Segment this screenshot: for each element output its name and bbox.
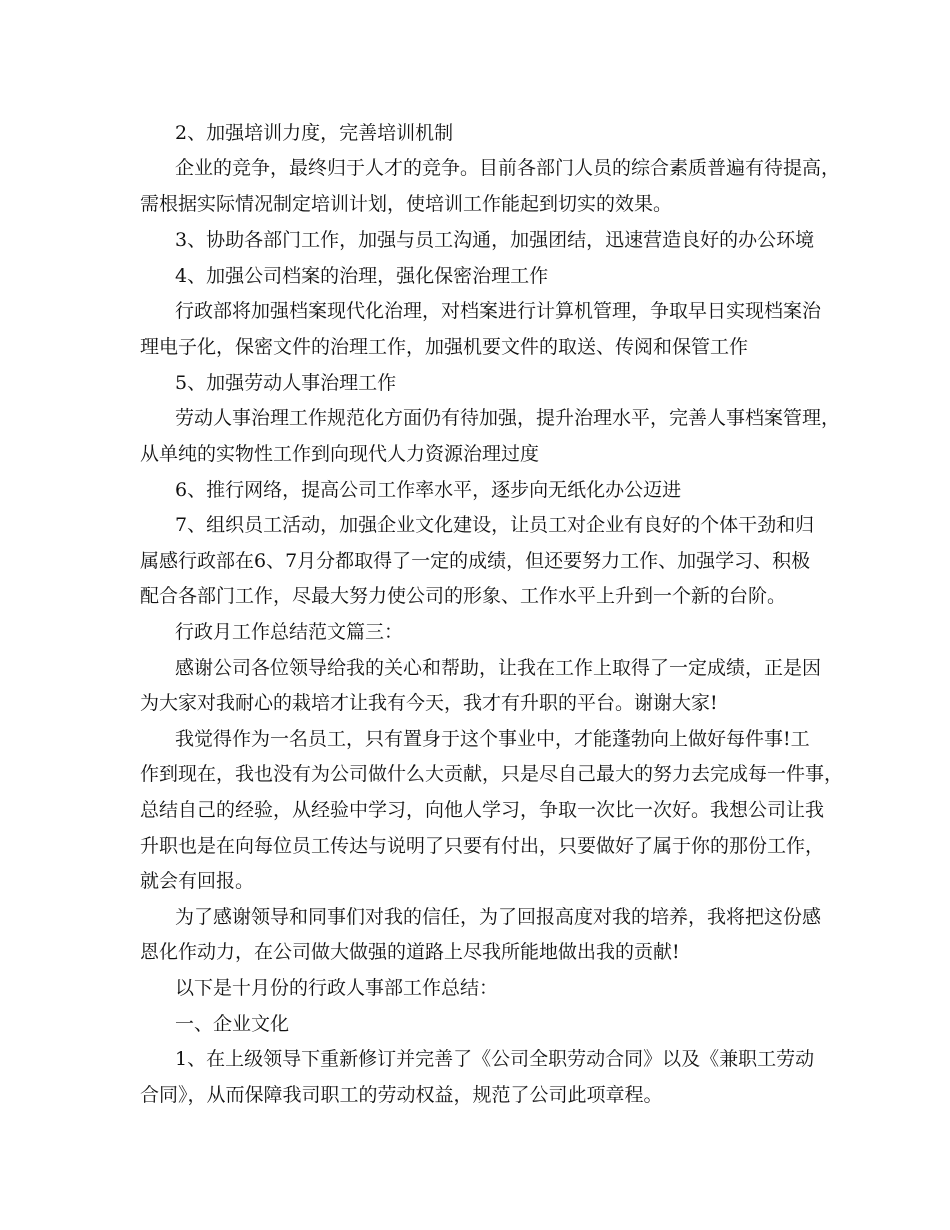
section-heading: 一、企业文化	[175, 1013, 290, 1035]
heading-labor: 5、加强劳动人事治理工作	[175, 372, 397, 394]
paragraph-line: 作到现在，我也没有为公司做什么大贡献，只是尽自己最大的努力去完成每一件事，	[140, 763, 844, 785]
paragraph-line: 我觉得作为一名员工，只有置身于这个事业中，才能蓬勃向上做好每件事!工	[175, 728, 810, 750]
heading-network: 6、推行网络，提高公司工作率水平，逐步向无纸化办公迈进	[175, 479, 682, 501]
paragraph-line: 理电子化，保密文件的治理工作，加强机要文件的取送、传阅和保管工作	[140, 336, 749, 358]
paragraph-line: 感谢公司各位领导给我的关心和帮助，让我在工作上取得了一定成绩，正是因	[175, 657, 822, 679]
paragraph-line: 为大家对我耐心的栽培才让我有今天，我才有升职的平台。谢谢大家!	[140, 692, 718, 714]
heading-assist: 3、协助各部门工作，加强与员工沟通，加强团结，迅速营造良好的办公环境	[175, 229, 815, 251]
paragraph-line: 从单纯的实物性工作到向现代人力资源治理过度	[140, 443, 540, 465]
paragraph-line: 劳动人事治理工作规范化方面仍有待加强，提升治理水平，完善人事档案管理，	[175, 407, 841, 429]
paragraph-line: 恩化作动力，在公司做大做强的道路上尽我所能地做出我的贡献!	[140, 941, 680, 963]
paragraph-line: 行政部将加强档案现代化治理，对档案进行计算机管理，争取早日实现档案治	[175, 300, 822, 322]
paragraph-line: 总结自己的经验，从经验中学习，向他人学习，争取一次比一次好。我想公司让我	[140, 799, 825, 821]
paragraph-line: 属感行政部在6、7月分都取得了一定的成绩，但还要努力工作、加强学习、积极	[140, 550, 811, 572]
paragraph-line: 升职也是在向每位员工传达与说明了只要有付出，只要做好了属于你的那份工作，	[140, 835, 825, 857]
paragraph-line: 为了感谢领导和同事们对我的信任，为了回报高度对我的培养，我将把这份感	[175, 906, 822, 928]
paragraph-line: 就会有回报。	[140, 870, 255, 892]
heading-archives: 4、加强公司档案的治理，强化保密治理工作	[175, 265, 549, 287]
paragraph-line: 企业的竞争，最终归于人才的竞争。目前各部门人员的综合素质普遍有待提高，	[175, 157, 841, 179]
heading-training: 2、加强培训力度，完善培训机制	[175, 122, 454, 144]
paragraph-line: 合同》，从而保障我司职工的劳动权益，规范了公司此项章程。	[140, 1084, 663, 1106]
paragraph-line: 以下是十月份的行政人事部工作总结：	[175, 977, 499, 999]
paragraph-line: 1、在上级领导下重新修订并完善了《公司全职劳动合同》以及《兼职工劳动	[175, 1048, 815, 1070]
paragraph-line: 配合各部门工作，尽最大努力使公司的形象、工作水平上升到一个新的台阶。	[140, 585, 787, 607]
section-title: 行政月工作总结范文篇三：	[175, 621, 404, 643]
heading-activities: 7、组织员工活动，加强企业文化建设，让员工对企业有良好的个体干劲和归	[175, 514, 815, 536]
paragraph-line: 需根据实际情况制定培训计划，使培训工作能起到切实的效果。	[140, 193, 673, 215]
